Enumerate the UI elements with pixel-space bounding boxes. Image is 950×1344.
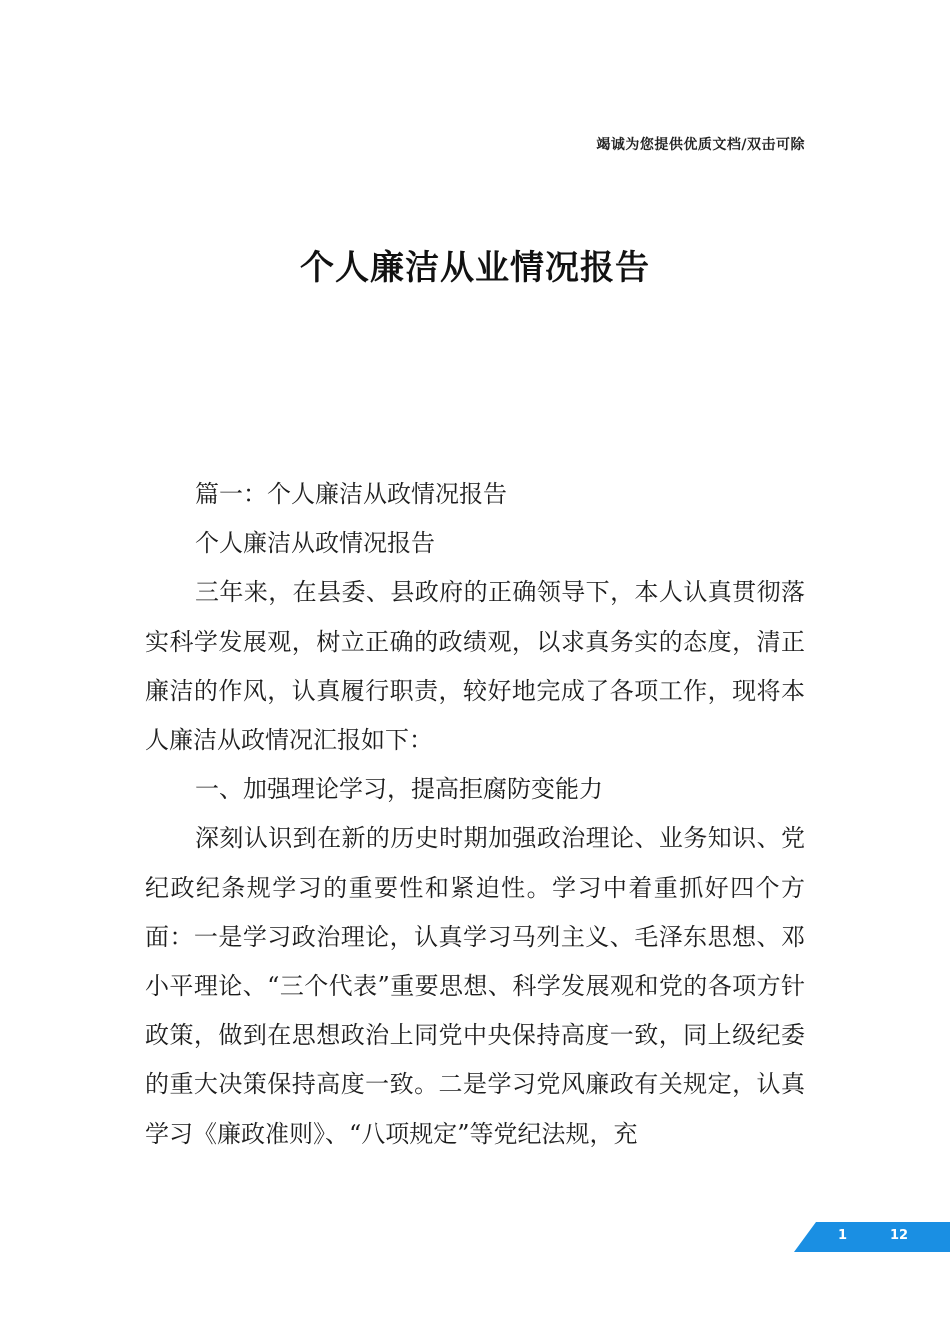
page-indicator-background xyxy=(794,1222,950,1252)
current-page-number: 1 xyxy=(838,1228,848,1243)
body-paragraph: 深刻认识到在新的历史时期加强政治理论、业务知识、党纪政纪条规学习的重要性和紧迫性。学习中着重抓好四个方面：一是学习政治理论，认真学习马列主义、毛泽东思想、邓小平理论、“三个代表”重要思想、科学发展观和党的各项方针政策，做到在思想政治上同党中央保持高度一致，同上级纪委的重大决策保持高度一致。二是学习党风廉政有关规定，认真学习《廉政准则》、“八项规定”等党纪法规，充 xyxy=(145,824,805,1148)
total-page-count: 12 xyxy=(890,1228,909,1243)
page-indicator xyxy=(794,1222,950,1252)
document-body xyxy=(145,470,805,1159)
body-paragraph-intro: 三年来，在县委、县政府的正确领导下，本人认真贯彻落实科学发展观，树立正确的政绩观，以求真务实的态度，清正廉洁的作风，认真履行职责，较好地完成了各项工作，现将本人廉洁从政情况汇报如下： xyxy=(145,578,805,755)
subsection-heading: 一、加强理论学习，提高拒腐防变能力 xyxy=(195,775,603,804)
document-title: 个人廉洁从业情况报告 xyxy=(300,248,650,288)
report-subtitle: 个人廉洁从政情况报告 xyxy=(195,529,435,558)
header-note: 竭诚为您提供优质文档/双击可除 xyxy=(596,137,805,153)
section-heading: 篇一：个人廉洁从政情况报告 xyxy=(195,480,507,508)
